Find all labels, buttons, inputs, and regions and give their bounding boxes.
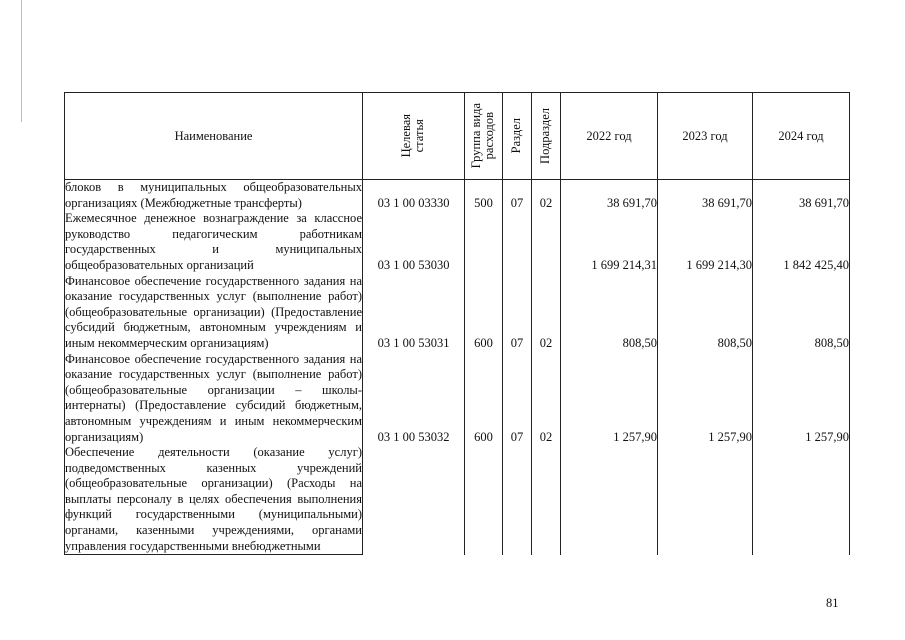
row-name: блоков в муниципальных общеобразовательных организациях (Межбюджетные трансферты) <box>65 180 362 210</box>
header-subsection: Подраздел <box>532 93 561 180</box>
header-name: Наименование <box>65 93 363 180</box>
row-value-2023: 38 691,70 <box>658 180 753 212</box>
row-value-2023: 808,50 <box>658 274 753 352</box>
left-margin-line <box>21 0 22 122</box>
row-expense-group: 500 <box>465 180 503 212</box>
row-value-2023: 1 257,90 <box>658 352 753 446</box>
row-value-2022: 1 257,90 <box>561 352 658 446</box>
row-expense-group <box>465 445 503 555</box>
row-subsection <box>532 445 561 555</box>
row-value-2024: 38 691,70 <box>753 180 850 212</box>
header-target-article: Целевая статья <box>363 93 465 180</box>
row-target-code: 03 1 00 53030 <box>363 211 465 273</box>
table-row <box>65 352 850 446</box>
header-year-2024: 2024 год <box>753 93 850 180</box>
row-expense-group: 600 <box>465 352 503 446</box>
row-subsection: 02 <box>532 274 561 352</box>
table-header-row <box>65 93 850 180</box>
row-target-code: 03 1 00 53031 <box>363 274 465 352</box>
row-subsection: 02 <box>532 352 561 446</box>
table-row <box>65 445 850 555</box>
row-value-2024: 1 842 425,40 <box>753 211 850 273</box>
row-value-2023: 1 699 214,30 <box>658 211 753 273</box>
row-name: Ежемесячное денежное вознаграждение за классное руководство педагогическим работникам государственных и муниципальных общеобразовательных организаций <box>65 211 362 272</box>
row-section: 07 <box>503 274 532 352</box>
table-row <box>65 180 850 212</box>
row-target-code: 03 1 00 03330 <box>363 180 465 212</box>
row-value-2022: 1 699 214,31 <box>561 211 658 273</box>
header-expense-group: Группа вида расходов <box>465 93 503 180</box>
row-name: Обеспечение деятельности (оказание услуг) подведомственных казенных учреждений (общеобразовательные организации) (Расходы на выплаты персоналу в целях обеспечения выполнения функций государственными (муниципальными) органами, казенными учреждениями, органами управления государственными внебюджетными <box>65 445 363 555</box>
header-year-2023: 2023 год <box>658 93 753 180</box>
row-subsection <box>532 211 561 273</box>
row-expense-group: 600 <box>465 274 503 352</box>
header-section: Раздел <box>503 93 532 180</box>
row-section <box>503 211 532 273</box>
row-value-2024: 1 257,90 <box>753 352 850 446</box>
row-target-code: 03 1 00 53032 <box>363 352 465 446</box>
header-year-2022: 2022 год <box>561 93 658 180</box>
row-subsection: 02 <box>532 180 561 212</box>
row-expense-group <box>465 211 503 273</box>
row-target-code <box>363 445 465 555</box>
row-value-2023 <box>658 445 753 555</box>
budget-table <box>64 92 850 555</box>
table-row <box>65 274 850 352</box>
row-value-2024: 808,50 <box>753 274 850 352</box>
row-value-2024 <box>753 445 850 555</box>
row-name: Финансовое обеспечение государственного задания на оказание государственных услуг (выполнение работ) (общеобразовательные организации) (Предоставление субсидий бюджетным, автономным учреждениям и иным некоммерческим организациям) <box>65 273 362 350</box>
row-name: Финансовое обеспечение государственного задания на оказание государственных услуг (выполнение работ) (общеобразовательные организации – школы-интернаты) (Предоставление субсидий бюджетным, автономным учреждениям и иным некоммерческим организациям) <box>65 351 362 444</box>
row-value-2022 <box>561 445 658 555</box>
row-section: 07 <box>503 352 532 446</box>
table-row <box>65 211 850 273</box>
row-value-2022: 808,50 <box>561 274 658 352</box>
row-section <box>503 445 532 555</box>
page-number: 81 <box>826 596 839 610</box>
row-value-2022: 38 691,70 <box>561 180 658 212</box>
row-section: 07 <box>503 180 532 212</box>
